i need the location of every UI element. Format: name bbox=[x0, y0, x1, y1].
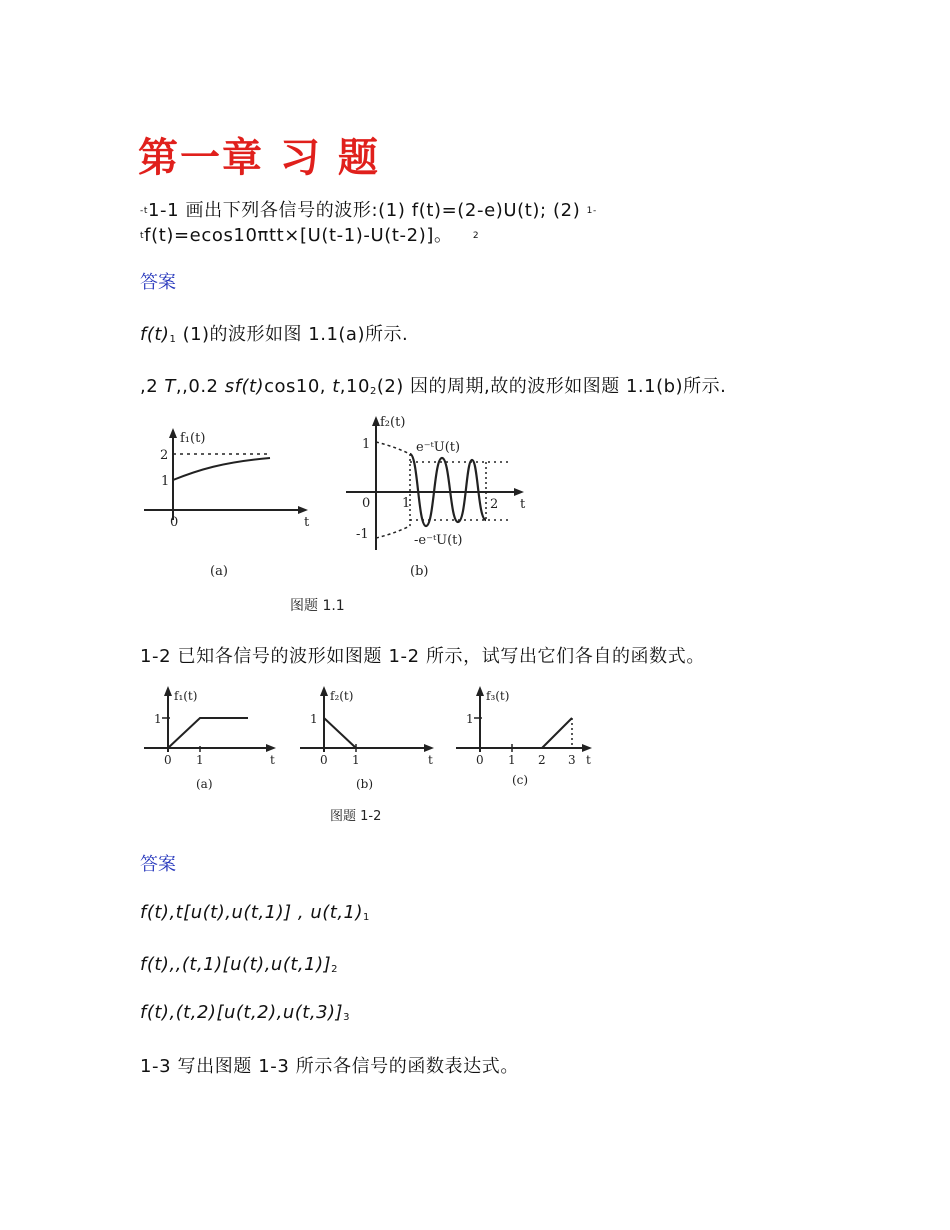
answer-label: 答案 bbox=[140, 854, 176, 875]
math-fragment: ,2 bbox=[140, 376, 159, 397]
ylabel: f₁(t) bbox=[180, 431, 206, 446]
caption: (c) bbox=[512, 773, 529, 787]
tick-label: 2 bbox=[160, 448, 169, 463]
envelope-lower bbox=[376, 526, 410, 538]
equation-3 bbox=[140, 1002, 350, 1023]
ylabel: f₃(t) bbox=[486, 689, 510, 703]
equation-2 bbox=[140, 954, 338, 975]
tick-label: 1 bbox=[196, 753, 204, 767]
tick-label: 1 bbox=[161, 474, 170, 489]
x-arrow-icon bbox=[424, 744, 434, 752]
xlabel: t bbox=[270, 753, 275, 767]
signal-f1 bbox=[168, 718, 248, 748]
math-fragment: T bbox=[164, 376, 176, 397]
tick-label: 1 bbox=[466, 712, 474, 726]
tick-label: -1 bbox=[356, 527, 369, 542]
chapter-title: 第一章 习 题 bbox=[138, 135, 380, 181]
envelope-label: e⁻ᵗU(t) bbox=[416, 440, 461, 455]
ylabel: f₂(t) bbox=[380, 415, 406, 430]
answer-text: (2) 因的周期,故的波形如图题 1.1(b)所示. bbox=[376, 376, 727, 397]
problem-1-1-line1 bbox=[140, 196, 597, 222]
y-arrow-icon bbox=[476, 686, 484, 696]
tick-label: 1 bbox=[362, 437, 371, 452]
figure-1-2a bbox=[144, 686, 276, 791]
figure-caption: 图题 1-2 bbox=[330, 809, 382, 824]
math-fragment: ,,0.2 bbox=[175, 376, 219, 397]
oscillation-curve bbox=[410, 454, 486, 526]
subscript: 1 bbox=[169, 334, 177, 345]
x-arrow-icon bbox=[266, 744, 276, 752]
caption: (a) bbox=[196, 777, 213, 791]
answer-line-1 bbox=[140, 320, 408, 346]
figure-1-1b bbox=[346, 415, 526, 579]
xlabel: t bbox=[520, 497, 526, 512]
answer-label: 答案 bbox=[140, 272, 176, 293]
math-fragment: s bbox=[224, 376, 235, 397]
figure-1-2b bbox=[300, 686, 434, 791]
tick-label: 0 bbox=[320, 753, 328, 767]
figure-1-1 bbox=[138, 408, 538, 618]
math-fragment: ,10 bbox=[339, 376, 370, 397]
figure-1-2c bbox=[456, 686, 592, 787]
x-arrow-icon bbox=[298, 506, 308, 514]
subscript: 3 bbox=[343, 1012, 350, 1023]
x-arrow-icon bbox=[514, 488, 524, 496]
superscript-fragment: t bbox=[140, 231, 145, 241]
tick-label: 0 bbox=[476, 753, 484, 767]
math-fragment: cos10, bbox=[264, 376, 326, 397]
subscript: 2 bbox=[369, 386, 377, 397]
problem-1-3: 1-3 写出图题 1-3 所示各信号的函数表达式。 bbox=[140, 1056, 519, 1077]
x-arrow-icon bbox=[582, 744, 592, 752]
y-arrow-icon bbox=[320, 686, 328, 696]
envelope-upper bbox=[376, 442, 410, 454]
tick-label: 1 bbox=[352, 753, 360, 767]
math-fragment: t bbox=[332, 376, 340, 397]
signal-f3 bbox=[542, 718, 572, 748]
subscript: 1 bbox=[363, 912, 370, 923]
tick-label: 0 bbox=[164, 753, 172, 767]
answer-line-2 bbox=[140, 372, 726, 398]
y-arrow-icon bbox=[169, 428, 177, 438]
caption: (a) bbox=[210, 564, 228, 579]
equation-text: f(t),(t,2)[u(t,2),u(t,3)] bbox=[140, 1002, 344, 1023]
xlabel: t bbox=[304, 515, 310, 530]
equation-text: f(t),t[u(t),u(t,1)] , u(t,1) bbox=[140, 902, 364, 923]
superscript-fragment: 1- bbox=[586, 206, 597, 216]
math-expression: f(t) bbox=[140, 324, 170, 345]
answer-text: (1)的波形如图 1.1(a)所示. bbox=[182, 324, 409, 345]
problem-1-1-line2 bbox=[140, 221, 479, 247]
tick-label: 0 bbox=[170, 515, 179, 530]
y-arrow-icon bbox=[372, 416, 380, 426]
tick-label: 2 bbox=[538, 753, 546, 767]
tick-label: 1 bbox=[508, 753, 516, 767]
ylabel: f₂(t) bbox=[330, 689, 354, 703]
ylabel: f₁(t) bbox=[174, 689, 198, 703]
math-fragment: f(t) bbox=[234, 376, 265, 397]
y-arrow-icon bbox=[164, 686, 172, 696]
problem-1-1-text-2: f(t)=ecos10πtt×[U(t-1)-U(t-2)]。 bbox=[144, 225, 453, 246]
subscript: 2 bbox=[331, 964, 338, 975]
signal-f2 bbox=[324, 718, 356, 748]
figure-1-2 bbox=[138, 680, 608, 830]
figure-caption: 图题 1.1 bbox=[290, 598, 345, 614]
figure-1-1a bbox=[144, 428, 310, 579]
superscript-fragment: -t bbox=[140, 206, 148, 216]
caption: (b) bbox=[356, 777, 374, 791]
superscript-fragment: 2 bbox=[472, 231, 480, 241]
tick-label: 3 bbox=[568, 753, 576, 767]
problem-1-2: 1-2 已知各信号的波形如图题 1-2 所示，试写出它们各自的函数式。 bbox=[140, 646, 705, 667]
tick-label: 1 bbox=[310, 712, 318, 726]
tick-label: 0 bbox=[362, 496, 371, 511]
caption: (b) bbox=[410, 564, 429, 579]
problem-1-1-text: 1-1 画出下列各信号的波形:(1) f(t)=(2-e)U(t); (2) bbox=[147, 200, 581, 221]
tick-label: 2 bbox=[490, 497, 499, 512]
xlabel: t bbox=[586, 753, 591, 767]
equation-text: f(t),,(t,1)[u(t),u(t,1)] bbox=[140, 954, 332, 975]
xlabel: t bbox=[428, 753, 433, 767]
curve-f1 bbox=[173, 458, 270, 480]
tick-label: 1 bbox=[402, 496, 411, 511]
tick-label: 1 bbox=[154, 712, 162, 726]
equation-1 bbox=[140, 902, 370, 923]
envelope-label: -e⁻ᵗU(t) bbox=[414, 533, 463, 548]
